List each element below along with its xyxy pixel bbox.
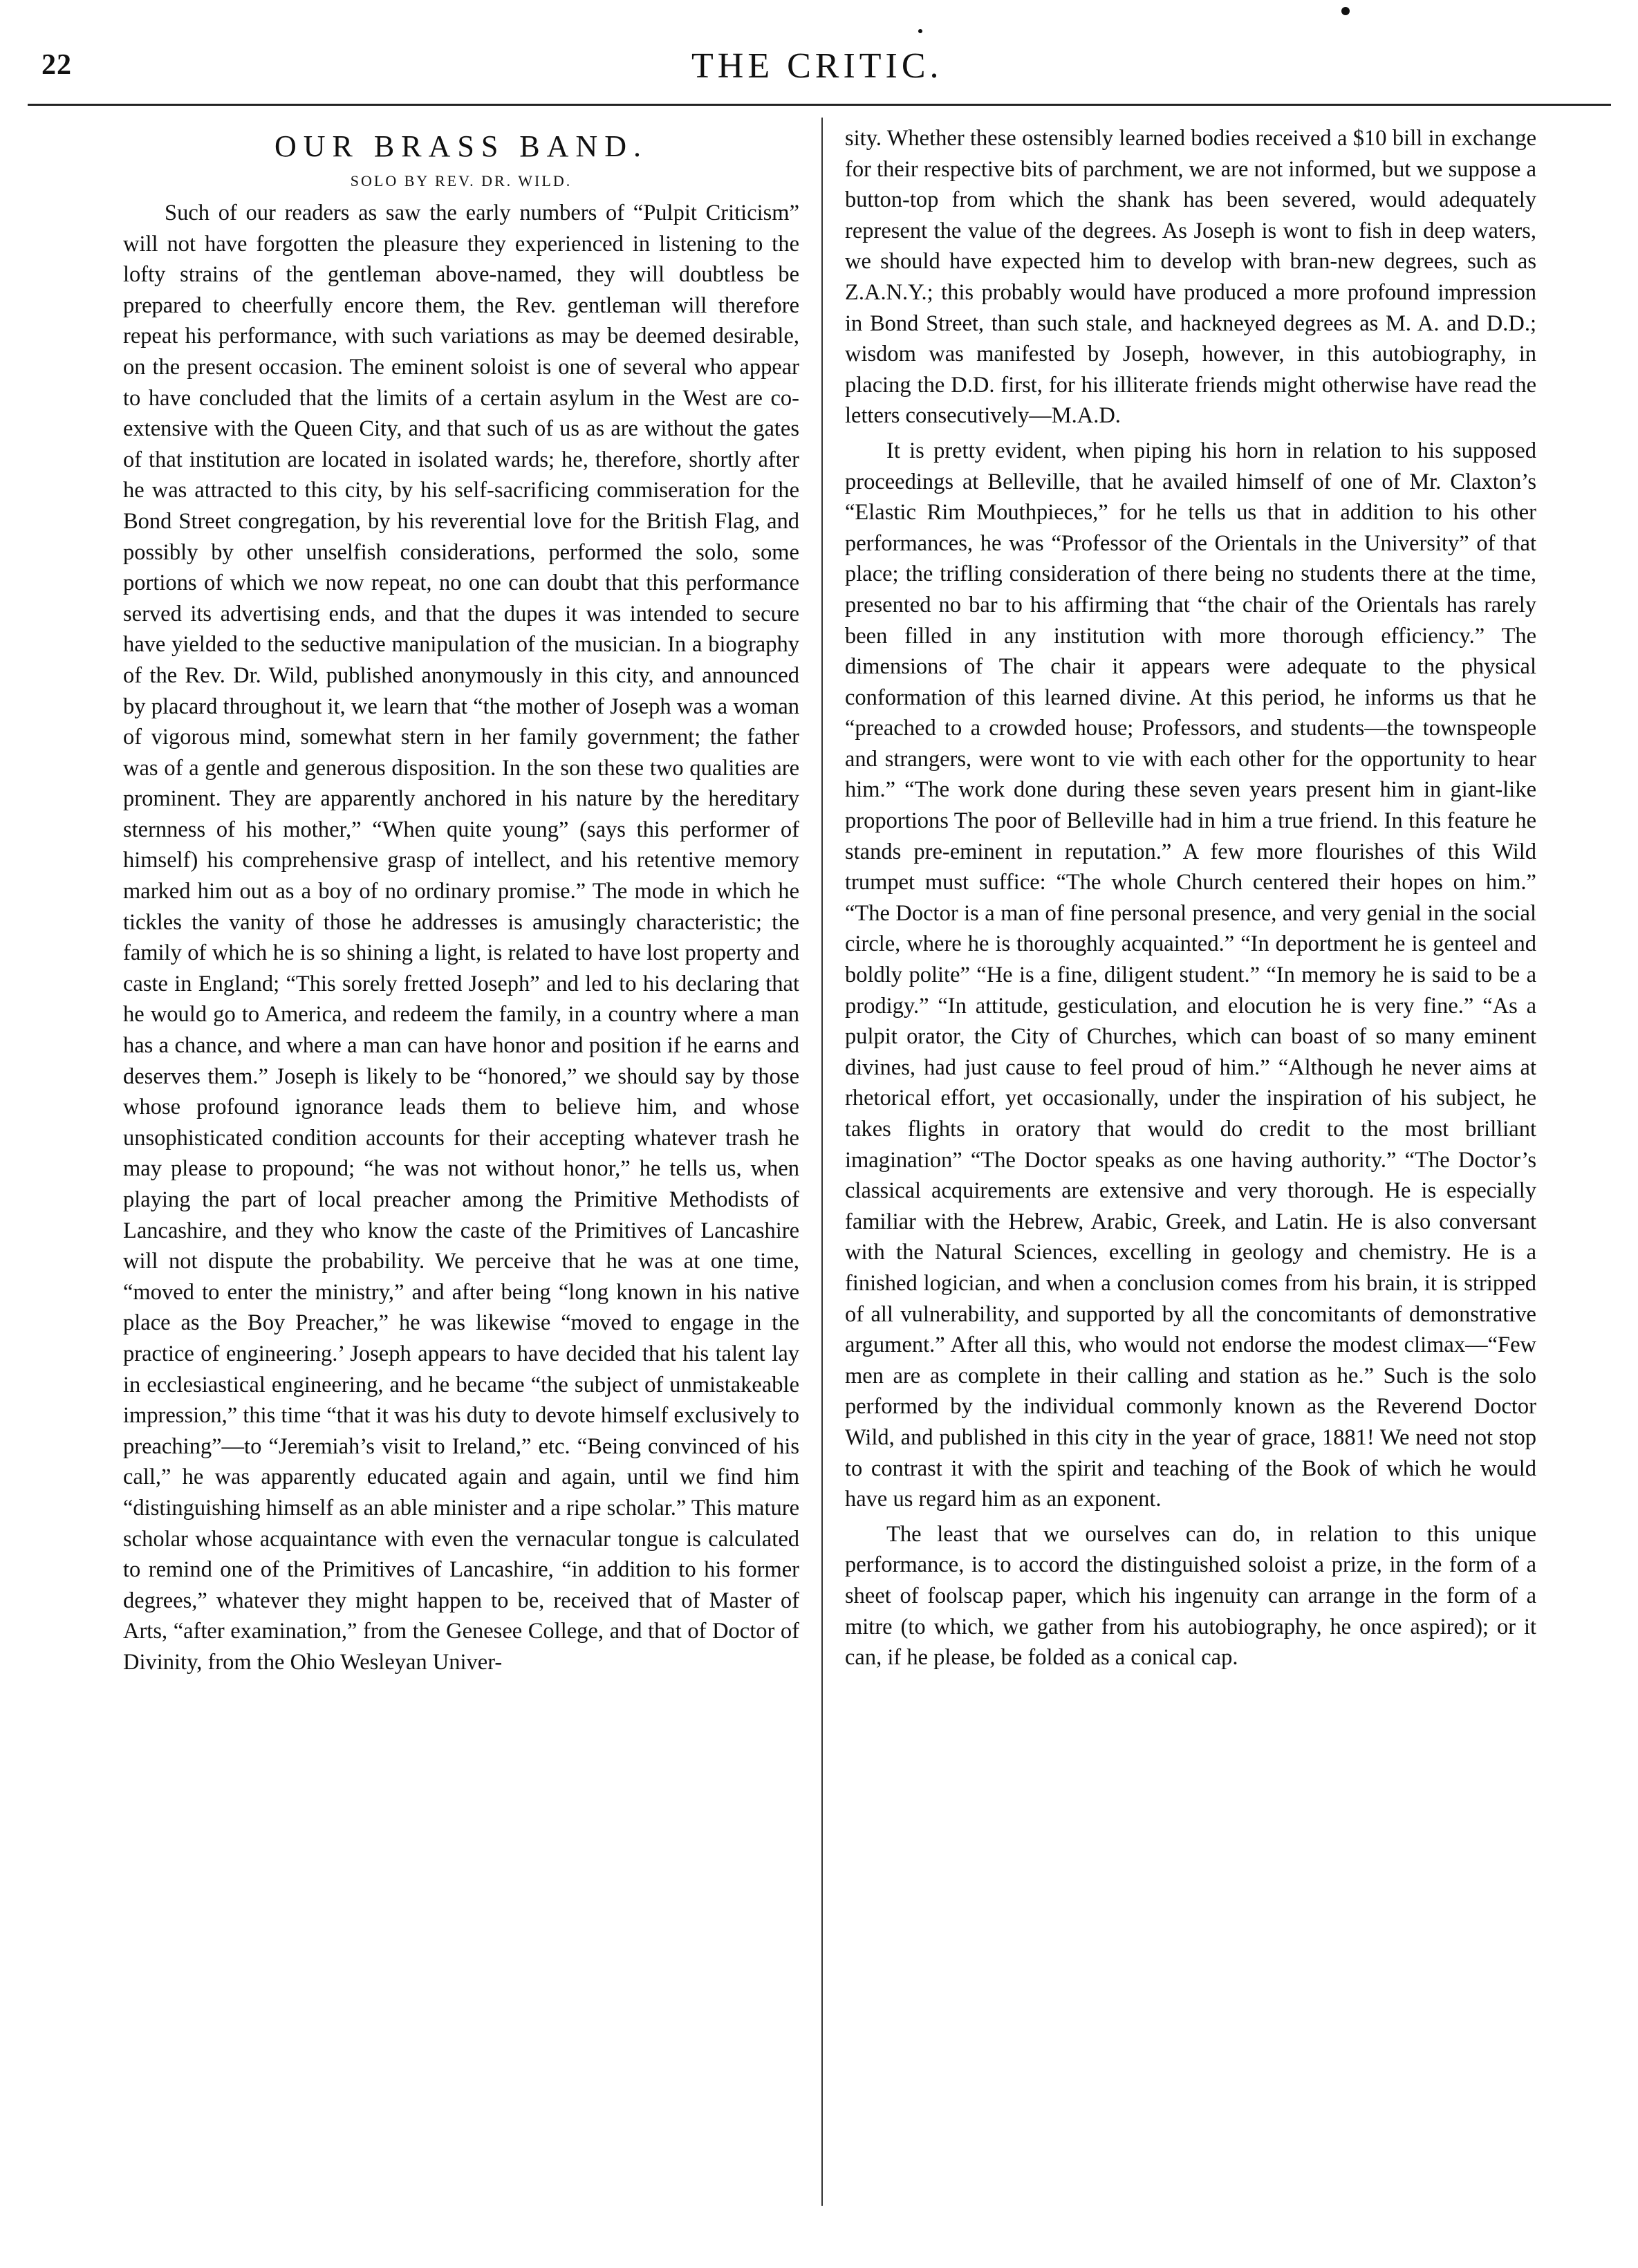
print-speck <box>918 29 922 33</box>
article-paragraph: The least that we ourselves can do, in relation to this unique performance, is to accord the distinguished soloist a prize, in the form of a sheet of foolscap paper, which his ingenuity can arrange in the form of a mitre (to which, we gather from his autobiography, he once aspired); or it can, if he please, be folded as a conical cap. <box>845 1521 1536 1671</box>
page-header <box>28 41 1611 97</box>
header-rule <box>28 104 1611 106</box>
article-paragraph: It is pretty evident, when piping his horn in relation to his supposed proceedings at Belleville, that he availed himself of one of Mr. Claxton’s “Elastic Rim Mouthpieces,” for he tells us that in addition to his other performances, he was “Professor of the Orientals in the University” of that place; the trifling consideration of there being no students there at the time, presented no bar to his affirming that “the chair of the Orientals has rarely been filled in any institution with more thorough efficiency.” The dimensions of The chair it appears were adequate to the physical conformation of this learned divine. At this period, he informs us that he “preached to a crowded house; Professors, and students—the townspeople and strangers, were wont to vie with each other for the opportunity to hear him.” “The work done during these seven years present him in giant-like proportions The poor of Belleville had in him a true friend. In this feature he stands pre-eminent in reputation.” A few more flourishes of this Wild trumpet must suffice: “The whole Church centered their hopes on him.” “The Doctor is a man of fine personal presence, and very genial in the social circle, where he is thoroughly acquainted.” “In deportment he is genteel and boldly polite” “He is a fine, diligent student.” “In memory he is said to be a prodigy.” “In attitude, gesticulation, and elocution he is very fine.” “As a pulpit orator, the City of Churches, which can boast of so many eminent divines, had just cause to feel proud of him.” “Although he never aims at rhetorical effort, yet occasionally, under the inspiration of his subject, he takes flights in oratory that would do credit to the most brilliant imagination” “The Doctor speaks as one having authority.” “The Doctor’s classical acquirements are extensive and very thorough. He is especially familiar with the Hebrew, Arabic, Greek, and Latin. He is also conversant with the Natural Sciences, excelling in geology and chemistry. He is a finished logician, and when a conclusion comes from his brain, it is stripped of all vulnerability, and supported by all the concomitants of demonstrative argument.” After all this, who would not endorse the modest climax—“Few men are as complete in their calling and station as he.” Such is the solo performed by the individual commonly known as the Reverend Doctor Wild, and published in this city in the year of grace, 1881! We need not stop to contrast it with the spirit and teaching of the Book of which he would have us regard him as an exponent. <box>845 438 1536 1512</box>
article-title: OUR BRASS BAND. <box>274 129 648 163</box>
print-speck <box>1341 7 1350 15</box>
left-column <box>123 123 799 1678</box>
column-divider <box>821 118 823 2206</box>
article-paragraph: Such of our readers as saw the early numbers of “Pulpit Criticism” will not have forgotten the pleasure they experienced in listening to the lofty strains of the gentleman above-named, they will doubtless be prepared to cheerfully encore them, the Rev. gentleman will therefore repeat his performance, with such variations as may be deemed desirable, on the present occasion. The eminent soloist is one of several who appear to have concluded that the limits of a certain asylum in the West are co-extensive with the Queen City, and that such of us as are without the gates of that institution are located in isolated wards; he, therefore, shortly after he was attracted to this city, by his self-sacrificing commiseration for the Bond Street congregation, by his reverential love for the British Flag, and possibly by other unselfish considerations, performed the solo, some portions of which we now repeat, no one can doubt that this performance served its advertising ends, and that the dupes it was intended to secure have yielded to the seductive manipulation of the musician. In a biography of the Rev. Dr. Wild, published anonymously in this city, and announced by placard throughout it, we learn that “the mother of Joseph was a woman of vigorous mind, somewhat stern in her family government; the father was of a gentle and generous disposition. In the son these two qualities are prominent. They are apparently anchored in his nature by the hereditary sternness of his mother,” “When quite young” (says this performer of himself) his comprehensive grasp of intellect, and his retentive memory marked him out as a boy of no ordinary promise.” The mode in which he tickles the vanity of those he addresses is amusingly characteristic; the family of which he is so shining a light, is related to have lost property and caste in England; “This sorely fretted Joseph” and led to his declaring that he would go to America, and redeem the family, in a country where a man has a chance, and where a man can have honor and position if he earns and deserves them.” Joseph is likely to be “honored,” we should say by those whose profound ignorance leads them to believe him, and whose unsophisticated condition accounts for their accepting whatever trash he may please to propound; “he was not without honor,” he tells us, when playing the part of local preacher among the Primitive Methodists of Lancashire, and they who know the caste of the Primitives of Lancashire will not dispute the probability. We perceive that he was at one time, “moved to enter the ministry,” and after being “long known in his native place as the Boy Preacher,” he was likewise “moved to engage in the practice of engineering.’ Joseph appears to have decided that his talent lay in ecclesiastical engineering, and he became “the subject of unmistakeable impression,” this time “that it was his duty to devote himself exclusively to preaching”—to “Jeremiah’s visit to Ireland,” etc. “Being convinced of his call,” he was apparently educated again and again, until we find him “distinguishing himself as an able minister and a ripe scholar.” This mature scholar whose acquaintance with even the vernacular tongue is calculated to remind one of the Primitives of Lancashire, “in addition to his former degrees,” whatever they might happen to be, received that of Master of Arts, “after examination,” from the Genesee College, and that of Doctor of Divinity, from the Ohio Wesleyan Univer- <box>123 201 799 1675</box>
right-column <box>845 123 1536 1673</box>
page-number: 22 <box>41 49 72 81</box>
article-byline: SOLO BY REV. DR. WILD. <box>350 172 573 189</box>
article-paragraph-continued: sity. Whether these ostensibly learned bodies received a $10 bill in exchange for their respective bits of parchment, we are not informed, but we suppose a button-top from which the shank has been severed, would adequately represent the value of the degrees. As Joseph is wont to fish in deep waters, we should have expected him to develop with bran-new degrees, such as Z.A.N.Y.; this probably would have produced a more profound impression in Bond Street, than such stale, and hackneyed degrees as M. A. and D.D.; wisdom was manifested by Joseph, however, in this autobiography, in placing the D.D. first, for his illiterate friends might otherwise have read the letters consecutively—M.A.D. <box>845 126 1536 429</box>
masthead-title: THE CRITIC. <box>691 46 943 86</box>
